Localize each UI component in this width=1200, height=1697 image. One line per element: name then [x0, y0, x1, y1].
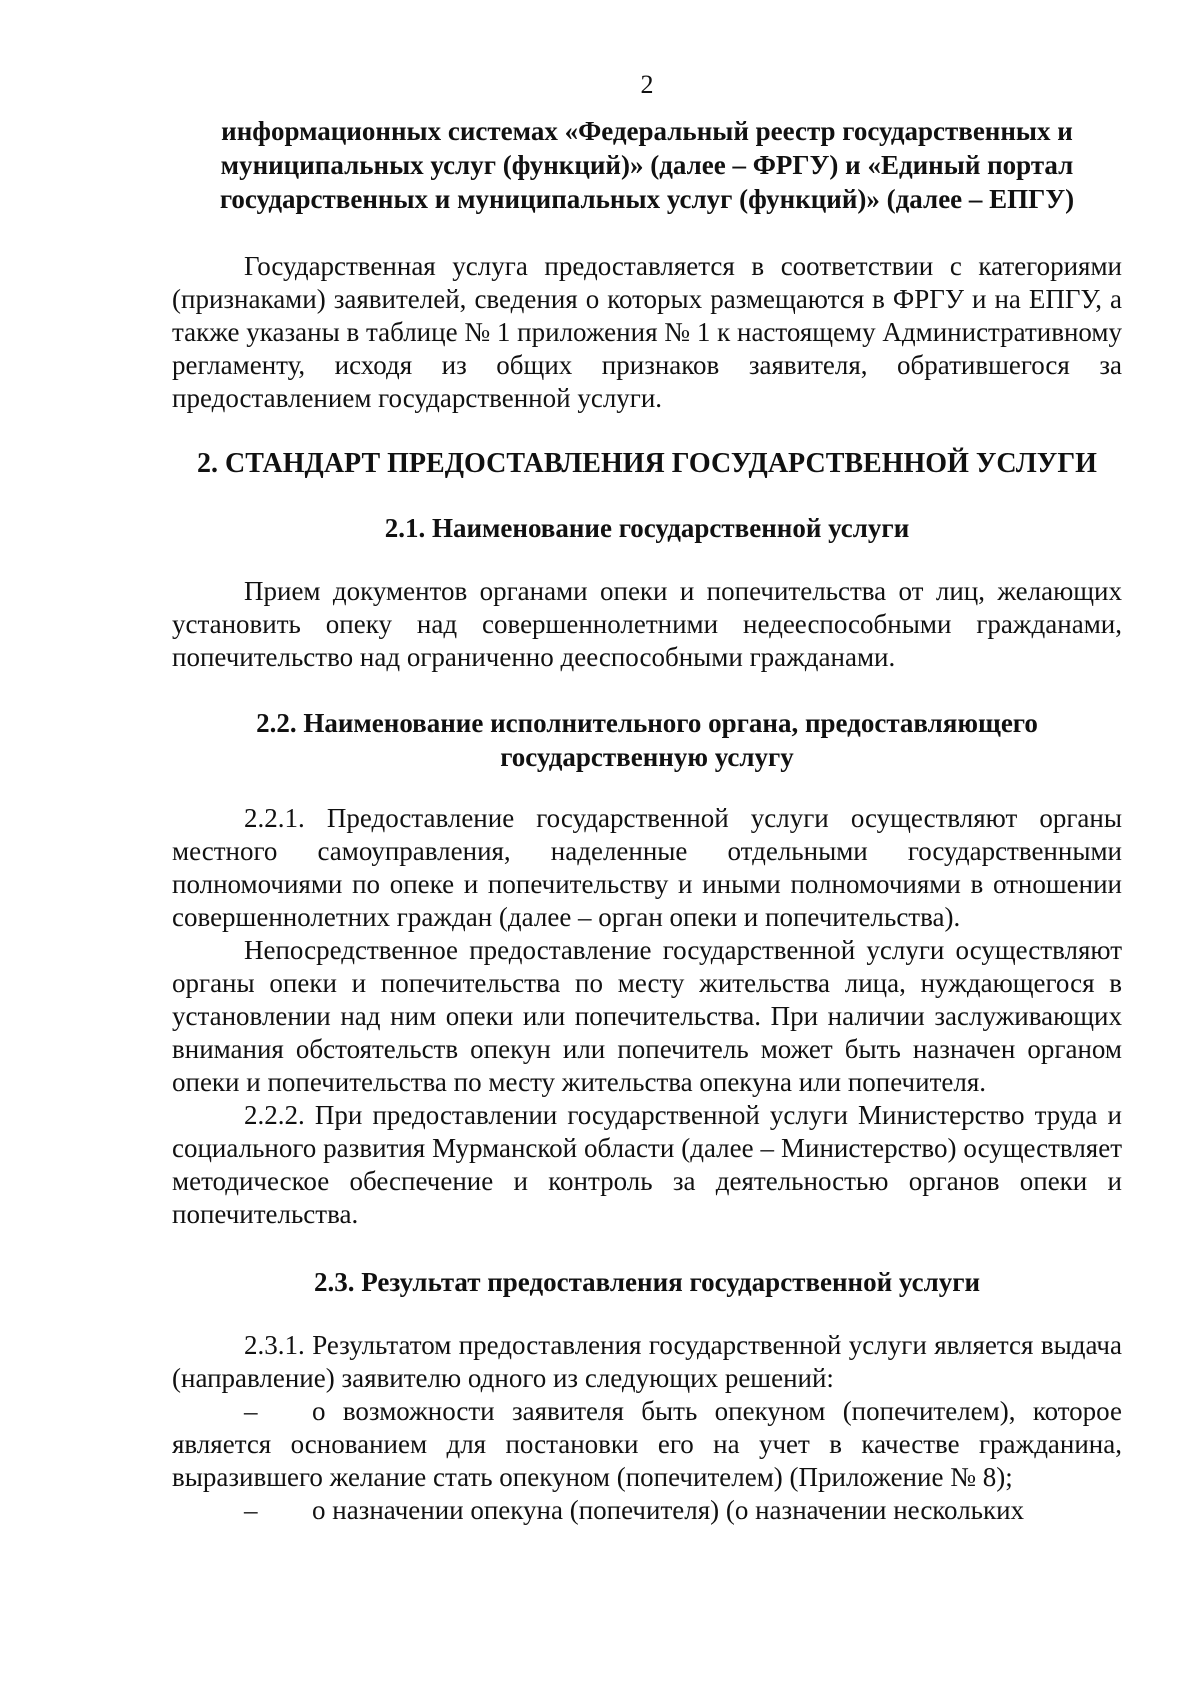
list-item-text: о возможности заявителя быть опекуном (попечителем), которое является основанием для постановки его на учет в качестве гражданина, выразившего желание стать опекуном (попечителем) (Приложение № 8);: [172, 1396, 1122, 1492]
document-page: [172, 70, 1122, 1527]
section-2-1-paragraph: Прием документов органами опеки и попечительства от лиц, желающих установить опеку над совершеннолетними недееспособными гражданами, попечительство над ограниченно дееспособными гражданами.: [172, 576, 1122, 672]
section-2-3-title: 2.3. Результат предоставления государственной услуги: [313, 1267, 981, 1297]
section-2-title: 2. СТАНДАРТ ПРЕДОСТАВЛЕНИЯ ГОСУДАРСТВЕННОЙ УСЛУГИ: [197, 448, 1097, 479]
intro-paragraph: Государственная услуга предоставляется в соответствии с категориями (признаками) заявителей, сведения о которых размещаются в ФРГУ и на ЕПГУ, а также указаны в таблице № 1 приложения № 1 к настоящему Административному регламенту, исходя из общих признаков заявителя, обратившегося за предоставлением государственной услуги.: [172, 251, 1122, 413]
list-dash: –: [244, 1495, 258, 1525]
section-2-2-1-paragraph: 2.2.1. Предоставление государственной услуги осуществляют органы местного самоуправления, наделенные отдельными государственными полномочиями по опеке и попечительству и иными полномочиями в отношении совершеннолетних граждан (далее – орган опеки и попечительства).: [172, 803, 1122, 932]
section-2-1-title: 2.1. Наименование государственной услуги: [384, 513, 910, 543]
section-2-2-title-line2: государственную услугу: [500, 742, 794, 772]
intro-heading: информационных системах «Федеральный реестр государственных и муниципальных услуг (функций)» (далее – ФРГУ) и «Единый портал государственных и муниципальных услуг (функций)» (далее – ЕПГУ): [219, 116, 1075, 214]
result-list-item: [172, 1395, 1122, 1494]
section-2-2-title-line1: 2.2. Наименование исполнительного органа, предоставляющего: [256, 708, 1038, 738]
list-dash: –: [244, 1396, 258, 1426]
section-2-2-direct-paragraph: Непосредственное предоставление государственной услуги осуществляют органы опеки и попечительства по месту жительства лица, нуждающегося в установлении над ним опеки или попечительства. При наличии заслуживающих внимания обстоятельств опекун или попечитель может быть назначен органом опеки и попечительства по месту жительства опекуна или попечителя.: [172, 935, 1122, 1097]
list-item-text: о назначении опекуна (попечителя) (о назначении нескольких: [312, 1495, 1025, 1525]
section-2-3-1-paragraph: 2.3.1. Результатом предоставления государственной услуги является выдача (направление) заявителю одного из следующих решений:: [172, 1330, 1122, 1393]
result-list-item: [172, 1494, 1122, 1527]
page-number: 2: [640, 70, 654, 99]
section-2-2-title: [172, 706, 1122, 774]
section-2-2-2-paragraph: 2.2.2. При предоставлении государственной услуги Министерство труда и социального развития Мурманской области (далее – Министерство) осуществляет методическое обеспечение и контроль за деятельностью органов опеки и попечительства.: [172, 1100, 1122, 1229]
